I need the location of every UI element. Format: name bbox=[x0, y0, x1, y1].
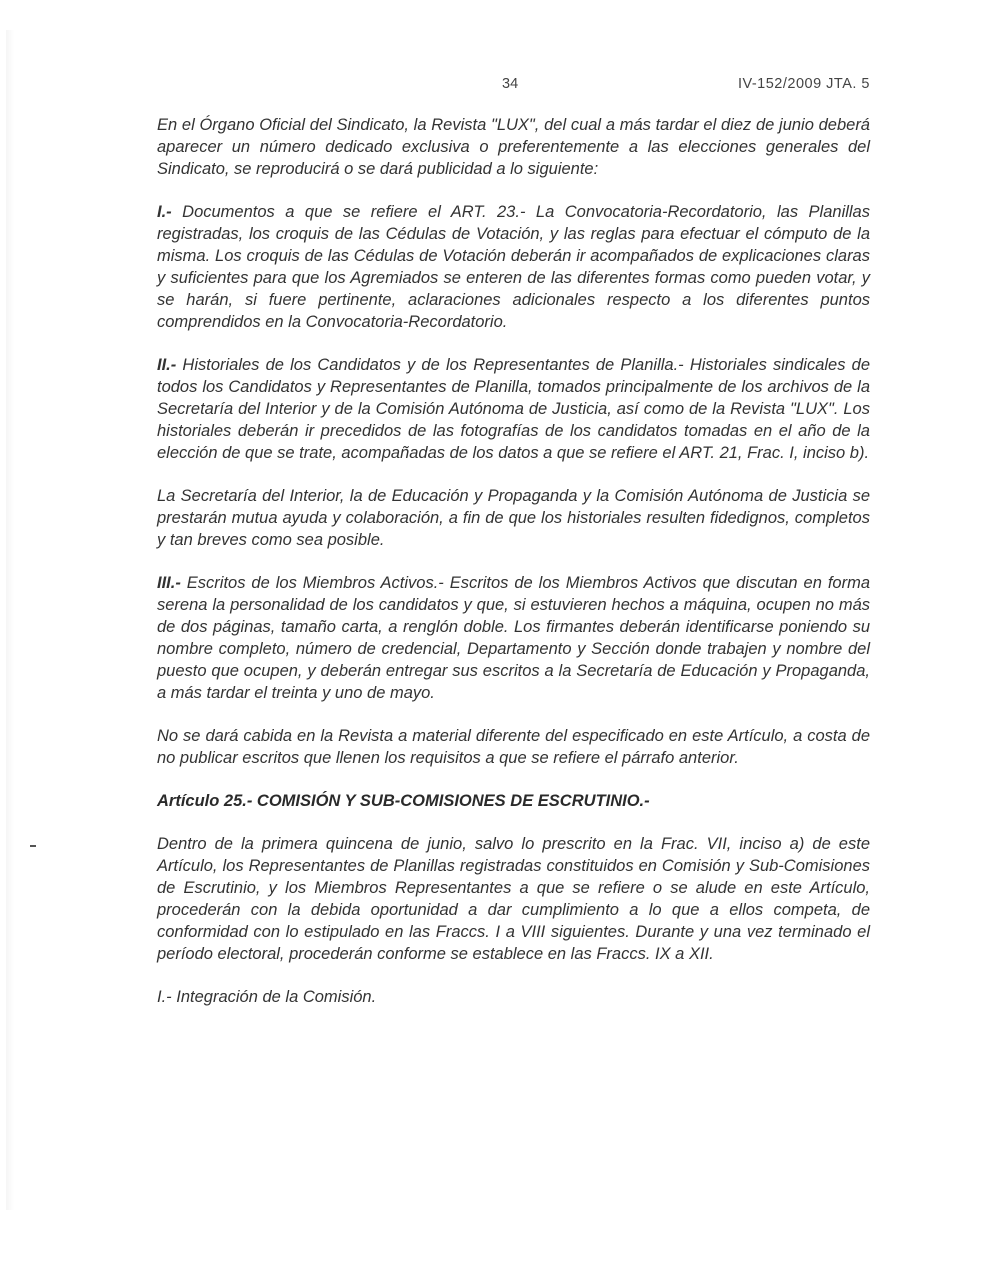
article-25-heading: Artículo 25.- COMISIÓN Y SUB-COMISIONES DE ESCRUTINIO.- bbox=[157, 792, 650, 810]
item-i-paragraph bbox=[157, 201, 870, 333]
document-reference: IV-152/2009 JTA. 5 bbox=[737, 76, 870, 92]
no-cabida-paragraph: No se dará cabida en la Revista a material diferente del especificado en este Artículo, a costa de no publicar escritos que llenen los requisitos a que se refiere el párrafo anterior. bbox=[157, 727, 870, 767]
item-iii-lead: III.- bbox=[157, 574, 181, 592]
item-ii-paragraph bbox=[157, 354, 870, 464]
page-header bbox=[157, 76, 870, 96]
secretaria-paragraph: La Secretaría del Interior, la de Educación y Propaganda y la Comisión Autónoma de Justicia se prestarán mutua ayuda y colaboración, a fin de que los historiales resulten fidedignos, completos y tan breves como sea posible. bbox=[157, 487, 870, 549]
item-iii-text: Escritos de los Miembros Activos.- Escritos de los Miembros Activos que discutan en forma serena la personalidad de los candidatos y que, si estuvieren hechos a máquina, ocupen no más de dos páginas, tamaño carta, a renglón doble. Los firmantes deberán identificarse poniendo su nombre completo, número de credencial, Departamento y Sección donde trabajen y nombre del puesto que ocupen, y deberán entregar sus escritos a la Secretaría de Educación y Propaganda, a más tardar el treinta y uno de mayo. bbox=[157, 574, 870, 702]
item-i-text: Documentos a que se refiere el ART. 23.- La Convocatoria-Recordatorio, las Planillas registradas, los croquis de las Cédulas de Votación, y las reglas para efectuar el cómputo de la misma. Los croquis de las Cédulas de Votación deberán ir acompañados de explicaciones claras y suficientes para que los Agremiados se enteren de las diferentes formas como pueden votar, y se harán, si fuere pertinente, aclaraciones adicionales respecto a los diferentes puntos comprendidos en la Convocatoria-Recordatorio. bbox=[157, 203, 870, 331]
intro-paragraph: En el Órgano Oficial del Sindicato, la Revista "LUX", del cual a más tardar el diez de junio deberá aparecer un número dedicado exclusiva o preferentemente a las elecciones generales del Sindicato, se reproducirá o se dará publicidad a lo siguiente: bbox=[157, 116, 870, 178]
item-ii-lead: II.- bbox=[157, 356, 177, 374]
page-number: 34 bbox=[502, 76, 519, 92]
item-ii-text: Historiales de los Candidatos y de los Representantes de Planilla.- Historiales sindicales de todos los Candidatos y Representantes de Planilla, tomados principalmente de los archivos de la Secretaría del Interior y de la Comisión Autónoma de Justicia, así como de la Revista "LUX". Los historiales deberán ir precedidos de las fotografías de los candidatos tomadas en el año de la elección de que se trate, acompañadas de los datos a que se refiere el ART. 21, Frac. I, inciso b). bbox=[157, 356, 870, 462]
scan-edge-shadow bbox=[6, 30, 14, 1210]
article-25-paragraph: Dentro de la primera quincena de junio, salvo lo prescrito en la Frac. VII, inciso a) de este Artículo, los Representantes de Planillas registradas constituidos en Comisión y Sub-Comisiones de Escrutinio, y los Miembros Representantes a que se refiere o se alude en este Artículo, procederán con la debida oportunidad a dar cumplimiento a lo que a ellos competa, de conformidad con lo estipulado en las Fraccs. I a VIII siguientes. Durante y una vez terminado el período electoral, procederán conforme se establece en las Fraccs. IX a XII. bbox=[157, 835, 870, 963]
document-body bbox=[157, 114, 870, 1008]
integracion-paragraph: I.- Integración de la Comisión. bbox=[157, 988, 377, 1006]
item-iii-paragraph bbox=[157, 572, 870, 704]
margin-mark bbox=[30, 845, 36, 847]
item-i-lead: I.- bbox=[157, 203, 172, 221]
